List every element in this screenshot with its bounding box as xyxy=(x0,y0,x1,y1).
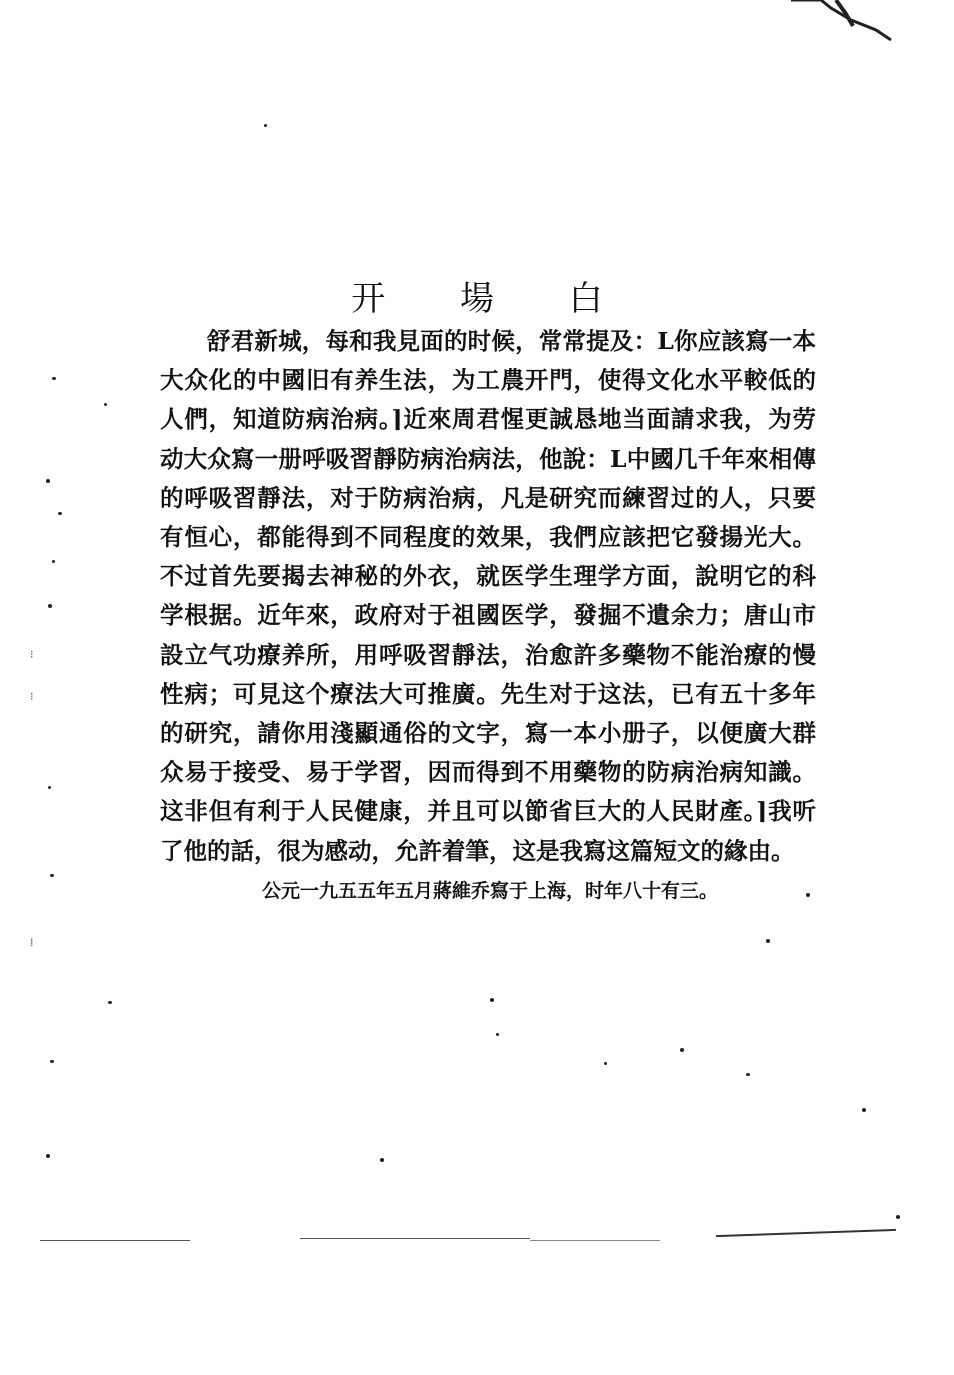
body-text xyxy=(160,322,816,871)
scan-speck xyxy=(58,512,62,515)
scan-line xyxy=(530,1240,660,1241)
scan-speck xyxy=(680,1048,684,1052)
scan-speck xyxy=(50,1060,54,1063)
scan-speck xyxy=(806,893,810,897)
scan-speck xyxy=(766,939,770,943)
scan-speck xyxy=(896,1215,900,1219)
scan-speck xyxy=(50,874,54,877)
scan-speck xyxy=(108,1001,112,1004)
scan-line xyxy=(300,1238,530,1239)
scan-speck xyxy=(496,1033,499,1036)
scan-speck xyxy=(46,1154,50,1158)
margin-scan-artifact: ⁝ xyxy=(30,648,34,661)
scan-corner-artifact xyxy=(786,0,896,50)
scan-speck xyxy=(48,786,51,789)
scan-line xyxy=(716,1229,896,1237)
scan-speck xyxy=(264,124,267,127)
scan-speck xyxy=(104,403,107,406)
scan-speck xyxy=(380,1158,384,1162)
scan-speck xyxy=(746,1073,750,1076)
page-title: 开 場 白 xyxy=(351,278,635,319)
scan-speck xyxy=(490,998,494,1002)
scan-speck xyxy=(52,560,55,563)
scan-line xyxy=(40,1240,190,1241)
scan-speck xyxy=(604,1062,607,1065)
margin-scan-artifact: ⁝ xyxy=(30,690,34,703)
scan-speck xyxy=(48,604,52,608)
body-paragraph: 舒君新城，每和我見面的时候，常常提及：L你应該寫一本大众化的中國旧有养生法，为工農开門，使得文化水平較低的人們，知道防病治病。⌉近來周君惺更誠恳地当面請求我，为劳动大众寫一册呼吸習靜防病治病法，他說：L中國几千年來相傳的呼吸習靜法，对于防病治病，凡是研究而練習过的人，只要有恒心，都能得到不同程度的效果，我們应該把它發揚光大。不过首先要揭去神秘的外衣，就医学生理学方面，說明它的科学根据。近年來，政府对于祖國医学，發掘不遺余力；唐山市設立气功療养所，用呼吸習靜法，治愈許多藥物不能治療的慢性病；可見这个療法大可推廣。先生对于这法，已有五十多年的研究，請你用淺顯通俗的文字，寫一本小册子，以便廣大群众易于接受、易于学習，因而得到不用藥物的防病治病知識。这非但有利于人民健康，并且可以節省巨大的人民財產。⌉我听了他的話，很为感动，允許着筆，这是我寫这篇短文的緣由。 xyxy=(160,327,816,865)
signature-line: 公元一九五五年五月蔣維乔寫于上海，时年八十有三。 xyxy=(262,880,719,902)
scan-speck xyxy=(46,479,50,483)
margin-scan-artifact: ⁞ xyxy=(30,936,34,949)
scan-speck xyxy=(52,377,56,380)
scan-speck xyxy=(862,1108,866,1112)
